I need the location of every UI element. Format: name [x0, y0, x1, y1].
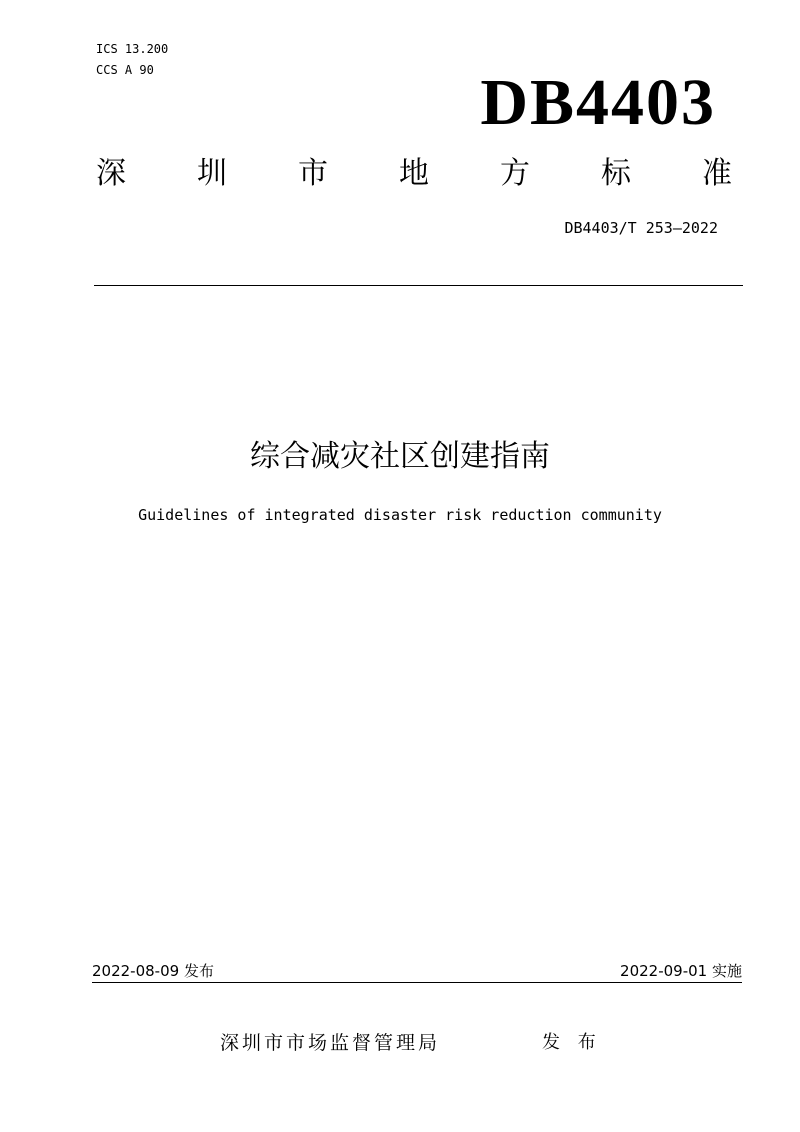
document-title-chinese: 综合减灾社区创建指南 — [250, 439, 550, 474]
standard-type-heading — [96, 152, 732, 196]
document-title-english: Guidelines of integrated disaster risk reduction community — [138, 506, 662, 524]
header-divider — [94, 285, 743, 286]
publisher-name: 深圳市市场监督管理局 — [220, 1032, 441, 1054]
implementation-date: 2022-09-01 实施 — [620, 962, 742, 980]
standard-type-char: 标 — [601, 156, 631, 191]
standard-type-char: 准 — [702, 156, 732, 191]
standard-type-char: 深 — [96, 156, 126, 191]
ccs-code: CCS A 90 — [96, 63, 154, 77]
date-row — [92, 960, 742, 983]
standard-type-char: 市 — [298, 156, 328, 191]
standard-type-char: 圳 — [197, 156, 227, 191]
standard-code-logo: DB4403 — [480, 66, 716, 139]
ics-code: ICS 13.200 — [96, 42, 169, 56]
standard-type-char: 地 — [399, 156, 429, 191]
release-date: 2022-08-09 发布 — [92, 962, 214, 980]
standard-type-char: 方 — [500, 156, 530, 191]
standard-number: DB4403/T 253—2022 — [564, 219, 718, 237]
publish-label: 发 布 — [542, 1032, 602, 1053]
